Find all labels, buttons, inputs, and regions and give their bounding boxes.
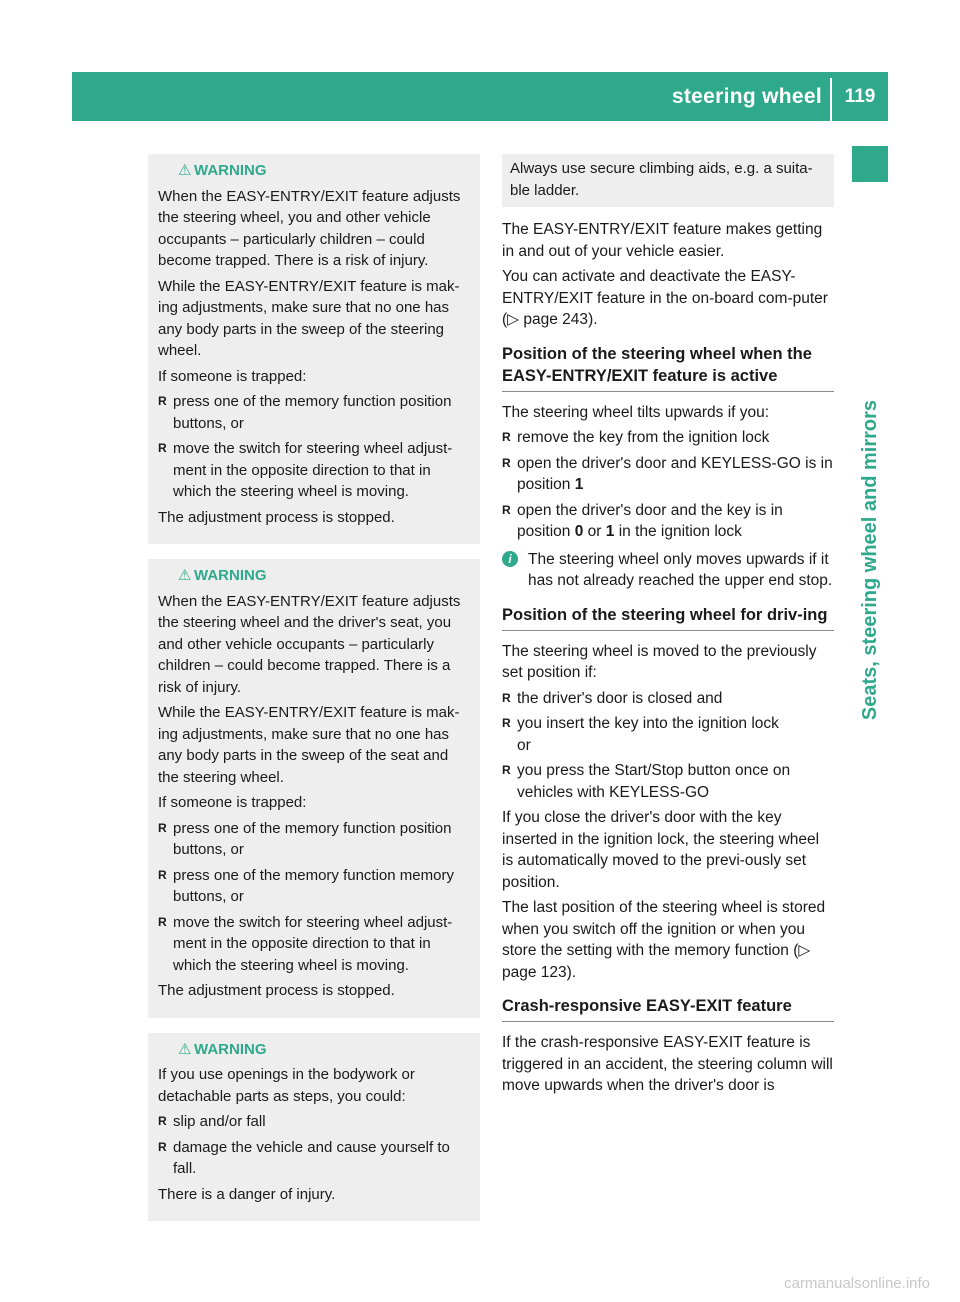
warning-text: While the EASY-ENTRY/EXIT feature is mak-ing adjustments, make sure that no one has any body parts in the sweep of the steering wheel. <box>158 277 460 359</box>
warning-heading: ⚠ WARNING <box>178 1039 470 1061</box>
body-paragraph: The EASY-ENTRY/EXIT feature makes getting in and out of your vehicle easier. <box>502 221 823 260</box>
warning-heading: ⚠ WARNING <box>178 160 470 182</box>
list-item: R press one of the memory function position buttons, or <box>158 818 470 861</box>
warning-text: If someone is trapped: <box>158 367 307 385</box>
warning-box <box>148 1033 480 1222</box>
body-paragraph: The steering wheel is moved to the previously set position if: <box>502 642 817 681</box>
section-tab-marker <box>852 146 888 182</box>
list-item: R the driver's door is closed and <box>502 688 834 710</box>
body-paragraph: The last position of the steering wheel is stored when you switch off the ignition or when you store the setting with the memory function (▷ page 123). <box>502 899 826 981</box>
list-item: R you insert the key into the ignition lock or <box>502 713 834 756</box>
warning-box <box>148 559 480 1018</box>
list-item: R damage the vehicle and cause yourself to fall. <box>158 1137 470 1180</box>
left-column <box>148 154 480 1236</box>
body-paragraph: You can activate and deactivate the EASY-ENTRY/EXIT feature in the on-board com-puter (▷ page 243). <box>502 268 828 328</box>
list-item: R move the switch for steering wheel adjust-ment in the opposite direction to that in which the steering wheel is moving. <box>158 438 470 503</box>
warning-text: If someone is trapped: <box>158 794 307 811</box>
warning-bullet-list <box>158 391 470 503</box>
warning-triangle-icon: ⚠ <box>178 1040 192 1058</box>
warning-bullet-list <box>158 818 470 977</box>
header-bar <box>72 72 888 121</box>
body-paragraph: The steering wheel tilts upwards if you: <box>502 403 770 421</box>
warning-text: When the EASY-ENTRY/EXIT feature adjusts the steering wheel, you and other vehicle occupants – particularly children – could become trapped. There is a risk of injury. <box>158 187 461 269</box>
list-item: R open the driver's door and the key is in position 0 or 1 in the ignition lock <box>502 500 834 543</box>
warning-bullet-list <box>158 1111 470 1180</box>
list-item: R open the driver's door and KEYLESS-GO is in position 1 <box>502 453 834 496</box>
note-box: Always use secure climbing aids, e.g. a suita-ble ladder. <box>502 154 834 207</box>
warning-text: The adjustment process is stopped. <box>158 982 395 999</box>
warning-text: While the EASY-ENTRY/EXIT feature is mak-ing adjustments, make sure that no one has any body parts in the sweep of the seat and the steering wheel. <box>158 704 460 786</box>
info-note: i The steering wheel only moves upwards if it has not already reached the upper end stop. <box>502 549 834 592</box>
bullet-list <box>502 688 834 804</box>
section-heading: Position of the steering wheel for driv-ing <box>502 604 834 631</box>
page-number: 119 <box>844 86 876 107</box>
page-reference-link[interactable]: ▷ page 123 <box>502 942 811 981</box>
warning-triangle-icon: ⚠ <box>178 567 192 584</box>
list-item: R remove the key from the ignition lock <box>502 427 834 449</box>
info-icon: i <box>502 551 518 567</box>
warning-text: The adjustment process is stopped. <box>158 508 395 526</box>
section-heading: Position of the steering wheel when the EASY-ENTRY/EXIT feature is active <box>502 343 834 392</box>
list-item: R press one of the memory function memory buttons, or <box>158 865 470 908</box>
list-item: R you press the Start/Stop button once on vehicles with KEYLESS-GO <box>502 760 834 803</box>
section-heading: Crash-responsive EASY-EXIT feature <box>502 995 834 1022</box>
list-item: R press one of the memory function position buttons, or <box>158 391 470 434</box>
list-item: R move the switch for steering wheel adjust-ment in the opposite direction to that in which the steering wheel is moving. <box>158 912 470 977</box>
warning-text: There is a danger of injury. <box>158 1185 336 1203</box>
bullet-list <box>502 427 834 543</box>
list-item: R slip and/or fall <box>158 1111 470 1133</box>
body-paragraph: If the crash-responsive EASY-EXIT feature is triggered in an accident, the steering column will move upwards when the driver's door is <box>502 1034 833 1094</box>
right-column <box>502 154 834 1101</box>
section-tab-label: Seats, steering wheel and mirrors <box>859 399 881 721</box>
page-reference-link[interactable]: ▷ page 243 <box>507 311 589 328</box>
warning-text: When the EASY-ENTRY/EXIT feature adjusts the steering wheel and the driver's seat, you and other vehicle occupants – particularly children – could become trapped. There is a risk of injury. <box>158 592 461 696</box>
warning-triangle-icon: ⚠ <box>178 162 192 179</box>
warning-box <box>148 154 480 544</box>
body-paragraph: If you close the driver's door with the key inserted in the ignition lock, the steering wheel is automatically moved to the previ-ously set position. <box>502 809 820 891</box>
footer-watermark: carmanualsonline.info <box>784 1275 930 1292</box>
running-header-title: steering wheel <box>671 85 822 108</box>
warning-heading: ⚠ WARNING <box>178 565 470 587</box>
warning-text: If you use openings in the bodywork or detachable parts as steps, you could: <box>158 1066 415 1105</box>
